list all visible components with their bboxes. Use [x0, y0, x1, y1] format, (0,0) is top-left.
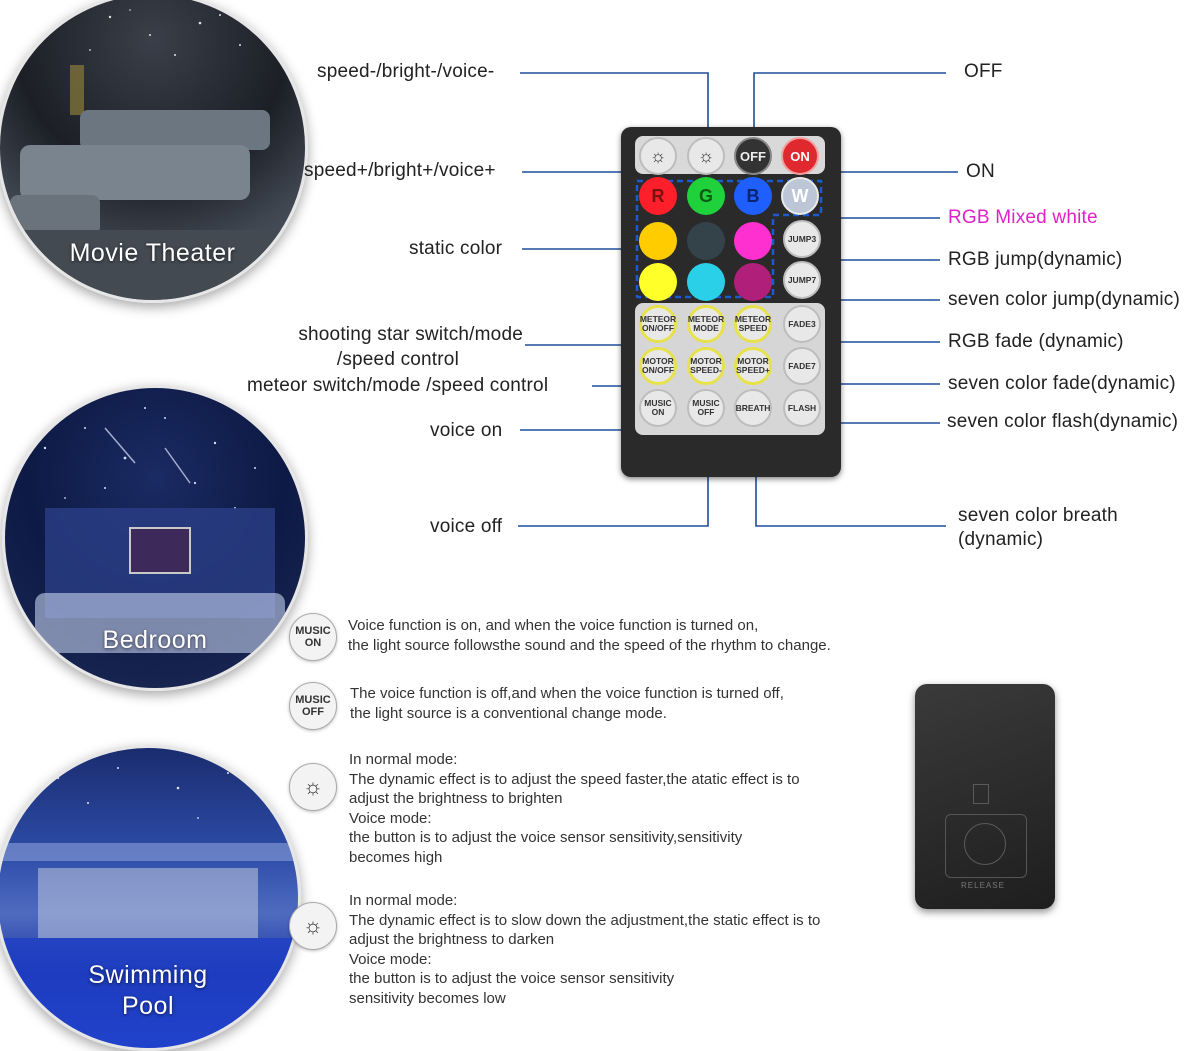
- scene-title: [0, 960, 298, 1022]
- release-label: RELEASE: [961, 881, 1005, 890]
- speed-minus-description: In normal mode: The dynamic effect is to slow down the adjustment,the static effect is to adjust the brightness to darken Voice mode: the button is to adjust the voice sensor sensitivity sensitivity becomes low: [349, 892, 821, 1007]
- jump7-button[interactable]: JUMP7: [783, 261, 821, 299]
- speed-minus-button[interactable]: [639, 137, 677, 175]
- color-button-purple[interactable]: [734, 263, 772, 301]
- blue-button[interactable]: B: [734, 177, 772, 215]
- color-button-yellow[interactable]: [639, 263, 677, 301]
- scene-swimming-pool: [0, 745, 301, 1051]
- fade3-button[interactable]: FADE3: [783, 305, 821, 343]
- label-off: OFF: [964, 61, 1003, 82]
- flash-button[interactable]: FLASH: [783, 389, 821, 427]
- scene-title: Bedroom: [102, 626, 208, 654]
- scene-title-text: Swimming Pool: [88, 961, 208, 1020]
- motor-speed-plus-button[interactable]: MOTOR SPEED+: [734, 347, 772, 385]
- green-button[interactable]: G: [687, 177, 725, 215]
- color-button-cyan[interactable]: [687, 263, 725, 301]
- label-seven-jump: seven color jump(dynamic): [948, 289, 1181, 310]
- sun-minus-icon: ☼: [649, 145, 667, 166]
- jump3-button[interactable]: JUMP3: [783, 220, 821, 258]
- speed-plus-description: In normal mode: The dynamic effect is to adjust the speed faster,the atatic effect is to adjust the brightness to brighten Voice mode: the button is to adjust the voice sensor sensitivity,sensitivity becomes high: [349, 751, 800, 866]
- white-button[interactable]: W: [781, 177, 819, 215]
- music-off-description: The voice function is off,and when the voice function is turned off, the light source is a conventional change mode.: [350, 685, 784, 722]
- recycle-bin-icon: [973, 784, 989, 804]
- red-button[interactable]: R: [639, 177, 677, 215]
- label-seven-breath: seven color breath (dynamic): [958, 505, 1118, 550]
- meteor-mode-button[interactable]: METEOR MODE: [687, 305, 725, 343]
- speed-plus-icon: ☼: [289, 763, 337, 811]
- speed-plus-button[interactable]: [687, 137, 725, 175]
- label-seven-fade: seven color fade(dynamic): [948, 373, 1176, 394]
- music-on-button[interactable]: MUSIC ON: [639, 389, 677, 427]
- label-rgb-fade: RGB fade (dynamic): [948, 331, 1124, 352]
- label-speed-plus: speed+/bright+/voice+: [304, 160, 496, 181]
- motor-speed-minus-button[interactable]: MOTOR SPEED-: [687, 347, 725, 385]
- battery-cover: [945, 814, 1027, 878]
- color-button-dark-slate[interactable]: [687, 222, 725, 260]
- music-off-icon: MUSIC OFF: [289, 682, 337, 730]
- meteor-onoff-button[interactable]: METEOR ON/OFF: [639, 305, 677, 343]
- music-off-button[interactable]: MUSIC OFF: [687, 389, 725, 427]
- label-rgb-jump: RGB jump(dynamic): [948, 249, 1123, 270]
- sun-plus-icon: ☼: [697, 145, 715, 166]
- fade7-button[interactable]: FADE7: [783, 347, 821, 385]
- scene-title: Movie Theater: [69, 239, 236, 267]
- label-seven-flash: seven color flash(dynamic): [947, 411, 1179, 432]
- battery-coin: [964, 823, 1006, 865]
- label-rgb-mixed-white: RGB Mixed white: [948, 207, 1098, 228]
- off-button[interactable]: OFF: [734, 137, 772, 175]
- remote-back: [915, 684, 1055, 909]
- label-shooting-star: shooting star switch/mode /speed control: [298, 324, 523, 370]
- motor-onoff-button[interactable]: MOTOR ON/OFF: [639, 347, 677, 385]
- label-static-color: static color: [409, 238, 503, 259]
- breath-button[interactable]: BREATH: [734, 389, 772, 427]
- on-button[interactable]: ON: [781, 137, 819, 175]
- label-voice-on: voice on: [430, 420, 503, 441]
- label-speed-minus: speed-/bright-/voice-: [317, 61, 495, 82]
- label-on: ON: [966, 161, 995, 182]
- meteor-speed-button[interactable]: METEOR SPEED: [734, 305, 772, 343]
- color-button-yellow-orange[interactable]: [639, 222, 677, 260]
- music-on-description: Voice function is on, and when the voice function is turned on, the light source followsthe sound and the speed of the rhythm to change.: [348, 617, 831, 654]
- speed-minus-icon: ☼: [289, 902, 337, 950]
- remote-front: [621, 127, 841, 477]
- color-button-magenta[interactable]: [734, 222, 772, 260]
- music-on-icon: MUSIC ON: [289, 613, 337, 661]
- label-voice-off: voice off: [430, 516, 503, 537]
- label-meteor: meteor switch/mode /speed control: [247, 375, 549, 396]
